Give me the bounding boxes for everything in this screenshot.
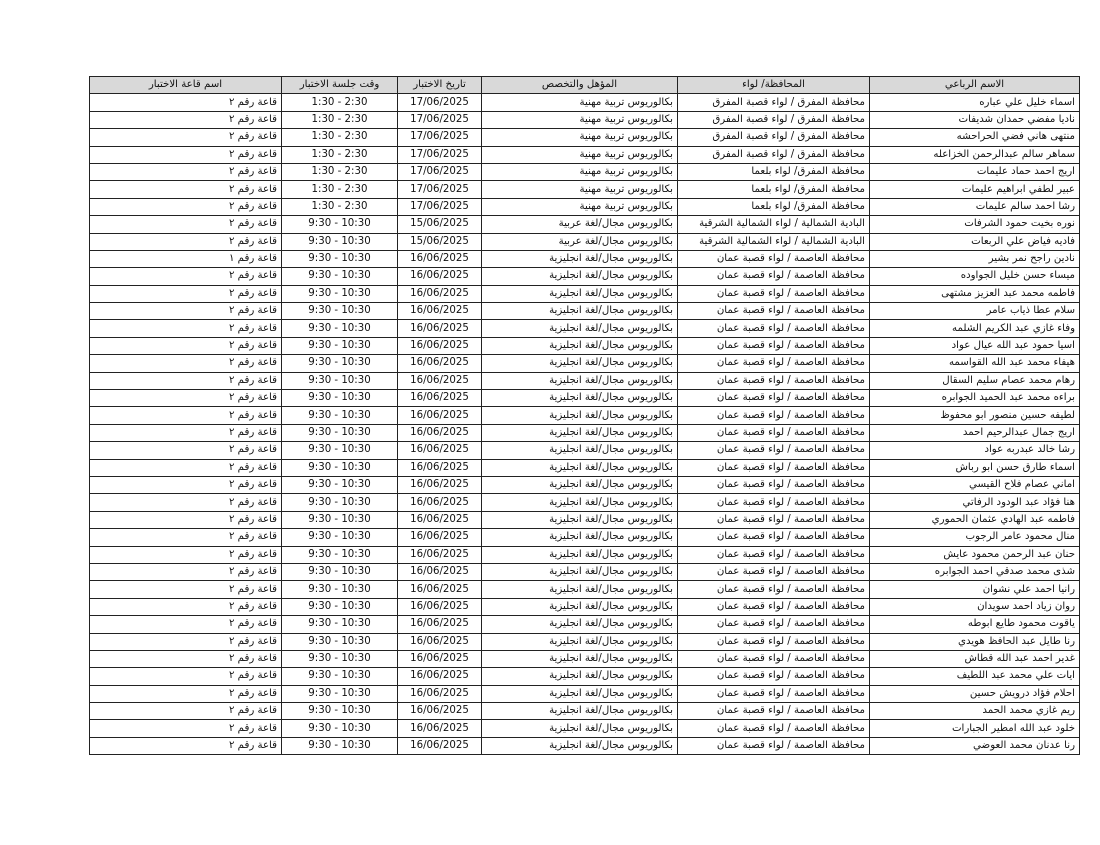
cell-name: ايات علي محمد عبد اللطيف (870, 668, 1080, 685)
cell-governorate: محافظة العاصمة / لواء قصبة عمان (678, 442, 870, 459)
table-row (90, 233, 1080, 250)
table-row (90, 720, 1080, 737)
cell-qualification: بكالوريوس مجال/لغة انجليزية (482, 598, 678, 615)
cell-qualification: بكالوريوس مجال/لغة انجليزية (482, 459, 678, 476)
cell-qualification: بكالوريوس مجال/لغة انجليزية (482, 581, 678, 598)
table-row (90, 407, 1080, 424)
cell-qualification: بكالوريوس مجال/لغة انجليزية (482, 337, 678, 354)
cell-time: 9:30 - 10:30 (282, 372, 398, 389)
table-row (90, 216, 1080, 233)
table-header (90, 77, 1080, 94)
table-body (90, 94, 1080, 755)
cell-time: 9:30 - 10:30 (282, 424, 398, 441)
cell-name: اريج جمال عبدالرحيم احمد (870, 424, 1080, 441)
table-row (90, 129, 1080, 146)
cell-governorate: محافظة العاصمة / لواء قصبة عمان (678, 476, 870, 493)
cell-qualification: بكالوريوس مجال/لغة انجليزية (482, 650, 678, 667)
cell-qualification: بكالوريوس مجال/لغة انجليزية (482, 511, 678, 528)
cell-governorate: محافظة المفرق/ لواء بلعما (678, 198, 870, 215)
cell-time: 1:30 - 2:30 (282, 198, 398, 215)
cell-time: 1:30 - 2:30 (282, 129, 398, 146)
table-row (90, 163, 1080, 180)
cell-hall: قاعة رقم ٢ (90, 146, 282, 163)
header-row (90, 77, 1080, 94)
cell-governorate: محافظة العاصمة / لواء قصبة عمان (678, 424, 870, 441)
cell-time: 9:30 - 10:30 (282, 511, 398, 528)
table-row (90, 285, 1080, 302)
cell-date: 16/06/2025 (398, 407, 482, 424)
cell-governorate: محافظة المفرق/ لواء بلعما (678, 163, 870, 180)
cell-governorate: محافظة العاصمة / لواء قصبة عمان (678, 563, 870, 580)
cell-qualification: بكالوريوس مجال/لغة عربية (482, 233, 678, 250)
cell-time: 9:30 - 10:30 (282, 233, 398, 250)
cell-time: 1:30 - 2:30 (282, 111, 398, 128)
cell-time: 9:30 - 10:30 (282, 720, 398, 737)
table-row (90, 111, 1080, 128)
cell-qualification: بكالوريوس مجال/لغة انجليزية (482, 372, 678, 389)
cell-date: 15/06/2025 (398, 233, 482, 250)
cell-date: 17/06/2025 (398, 94, 482, 111)
cell-governorate: محافظة العاصمة / لواء قصبة عمان (678, 703, 870, 720)
cell-date: 16/06/2025 (398, 303, 482, 320)
cell-qualification: بكالوريوس تربية مهنية (482, 146, 678, 163)
cell-name: سماهر سالم عبدالرحمن الخزاعله (870, 146, 1080, 163)
cell-governorate: محافظة العاصمة / لواء قصبة عمان (678, 546, 870, 563)
table-row (90, 320, 1080, 337)
table-row (90, 337, 1080, 354)
cell-qualification: بكالوريوس مجال/لغة انجليزية (482, 685, 678, 702)
cell-hall: قاعة رقم ٢ (90, 372, 282, 389)
cell-hall: قاعة رقم ٢ (90, 633, 282, 650)
cell-qualification: بكالوريوس مجال/لغة انجليزية (482, 320, 678, 337)
cell-time: 9:30 - 10:30 (282, 390, 398, 407)
cell-name: اريج احمد حماد عليمات (870, 163, 1080, 180)
cell-qualification: بكالوريوس مجال/لغة انجليزية (482, 529, 678, 546)
cell-hall: قاعة رقم ٢ (90, 198, 282, 215)
cell-time: 9:30 - 10:30 (282, 337, 398, 354)
cell-hall: قاعة رقم ٢ (90, 581, 282, 598)
table-row (90, 633, 1080, 650)
cell-name: رهام محمد عصام سليم السقال (870, 372, 1080, 389)
cell-qualification: بكالوريوس مجال/لغة انجليزية (482, 563, 678, 580)
cell-date: 16/06/2025 (398, 737, 482, 754)
cell-time: 9:30 - 10:30 (282, 563, 398, 580)
cell-qualification: بكالوريوس مجال/لغة انجليزية (482, 737, 678, 754)
cell-date: 16/06/2025 (398, 250, 482, 267)
cell-governorate: محافظة العاصمة / لواء قصبة عمان (678, 616, 870, 633)
cell-hall: قاعة رقم ٢ (90, 390, 282, 407)
cell-governorate: البادية الشمالية / لواء الشمالية الشرقية (678, 216, 870, 233)
cell-name: نوره بخيت حمود الشرفات (870, 216, 1080, 233)
cell-hall: قاعة رقم ٢ (90, 233, 282, 250)
header-governorate: المحافظة/ لواء (678, 77, 870, 94)
cell-hall: قاعة رقم ٢ (90, 494, 282, 511)
cell-hall: قاعة رقم ٢ (90, 563, 282, 580)
table-row (90, 459, 1080, 476)
cell-name: غدير احمد عبد الله قطاش (870, 650, 1080, 667)
cell-governorate: محافظة العاصمة / لواء قصبة عمان (678, 737, 870, 754)
cell-hall: قاعة رقم ٢ (90, 129, 282, 146)
cell-name: اسماء طارق حسن ابو رباش (870, 459, 1080, 476)
cell-governorate: محافظة المفرق / لواء قصبة المفرق (678, 94, 870, 111)
cell-hall: قاعة رقم ٢ (90, 685, 282, 702)
cell-qualification: بكالوريوس مجال/لغة انجليزية (482, 546, 678, 563)
table-row (90, 94, 1080, 111)
cell-qualification: بكالوريوس مجال/لغة انجليزية (482, 355, 678, 372)
cell-qualification: بكالوريوس مجال/لغة انجليزية (482, 303, 678, 320)
table-row (90, 372, 1080, 389)
cell-date: 17/06/2025 (398, 163, 482, 180)
cell-date: 17/06/2025 (398, 181, 482, 198)
cell-name: عبير لطفي ابراهيم عليمات (870, 181, 1080, 198)
cell-name: فاطمه محمد عبد العزيز مشتهى (870, 285, 1080, 302)
cell-name: فاطمه عبد الهادي عثمان الحموري (870, 511, 1080, 528)
cell-date: 16/06/2025 (398, 424, 482, 441)
table-row (90, 268, 1080, 285)
header-name: الاسم الرباعي (870, 77, 1080, 94)
header-qualification: المؤهل والتخصص (482, 77, 678, 94)
cell-qualification: بكالوريوس مجال/لغة انجليزية (482, 703, 678, 720)
cell-name: ميساء حسن خليل الجواوده (870, 268, 1080, 285)
cell-time: 9:30 - 10:30 (282, 303, 398, 320)
cell-hall: قاعة رقم ٢ (90, 94, 282, 111)
cell-name: هيفاء محمد عبد الله القواسمه (870, 355, 1080, 372)
cell-date: 16/06/2025 (398, 529, 482, 546)
cell-hall: قاعة رقم ٢ (90, 703, 282, 720)
cell-date: 17/06/2025 (398, 111, 482, 128)
cell-date: 16/06/2025 (398, 476, 482, 493)
cell-time: 1:30 - 2:30 (282, 163, 398, 180)
cell-time: 1:30 - 2:30 (282, 146, 398, 163)
cell-time: 1:30 - 2:30 (282, 94, 398, 111)
cell-name: وفاء غازي عبد الكريم الشلمه (870, 320, 1080, 337)
cell-governorate: البادية الشمالية / لواء الشمالية الشرقية (678, 233, 870, 250)
cell-time: 9:30 - 10:30 (282, 650, 398, 667)
cell-date: 16/06/2025 (398, 650, 482, 667)
cell-qualification: بكالوريوس تربية مهنية (482, 181, 678, 198)
table-row (90, 685, 1080, 702)
cell-name: شذى محمد صدقي احمد الجوابره (870, 563, 1080, 580)
cell-hall: قاعة رقم ٢ (90, 511, 282, 528)
header-hall: اسم قاعة الاختبار (90, 77, 282, 94)
cell-qualification: بكالوريوس تربية مهنية (482, 129, 678, 146)
cell-governorate: محافظة العاصمة / لواء قصبة عمان (678, 494, 870, 511)
cell-qualification: بكالوريوس مجال/لغة انجليزية (482, 250, 678, 267)
cell-hall: قاعة رقم ٢ (90, 163, 282, 180)
cell-date: 17/06/2025 (398, 129, 482, 146)
cell-name: منال محمود عامر الرجوب (870, 529, 1080, 546)
cell-governorate: محافظة العاصمة / لواء قصبة عمان (678, 668, 870, 685)
cell-time: 9:30 - 10:30 (282, 581, 398, 598)
cell-name: نادين راجح نمر بشير (870, 250, 1080, 267)
table-row (90, 442, 1080, 459)
cell-governorate: محافظة العاصمة / لواء قصبة عمان (678, 598, 870, 615)
cell-date: 16/06/2025 (398, 511, 482, 528)
cell-hall: قاعة رقم ٢ (90, 216, 282, 233)
cell-time: 9:30 - 10:30 (282, 476, 398, 493)
cell-name: رنا طايل عبد الحافظ هويدي (870, 633, 1080, 650)
cell-name: روان زياد احمد سويدان (870, 598, 1080, 615)
cell-time: 9:30 - 10:30 (282, 320, 398, 337)
cell-hall: قاعة رقم ٢ (90, 303, 282, 320)
cell-governorate: محافظة العاصمة / لواء قصبة عمان (678, 285, 870, 302)
cell-governorate: محافظة العاصمة / لواء قصبة عمان (678, 355, 870, 372)
cell-date: 16/06/2025 (398, 372, 482, 389)
cell-date: 16/06/2025 (398, 355, 482, 372)
table-row (90, 181, 1080, 198)
table-row (90, 598, 1080, 615)
table-row (90, 390, 1080, 407)
table-row (90, 650, 1080, 667)
header-date: تاريخ الاختبار (398, 77, 482, 94)
cell-hall: قاعة رقم ٢ (90, 285, 282, 302)
cell-date: 16/06/2025 (398, 285, 482, 302)
cell-qualification: بكالوريوس مجال/لغة انجليزية (482, 285, 678, 302)
cell-hall: قاعة رقم ١ (90, 250, 282, 267)
cell-name: سلام عطا ذياب عامر (870, 303, 1080, 320)
cell-time: 9:30 - 10:30 (282, 494, 398, 511)
cell-hall: قاعة رقم ٢ (90, 668, 282, 685)
cell-governorate: محافظة العاصمة / لواء قصبة عمان (678, 529, 870, 546)
table-row (90, 546, 1080, 563)
cell-qualification: بكالوريوس مجال/لغة انجليزية (482, 494, 678, 511)
cell-qualification: بكالوريوس تربية مهنية (482, 111, 678, 128)
cell-time: 9:30 - 10:30 (282, 355, 398, 372)
cell-name: ياقوت محمود طايع ابوطه (870, 616, 1080, 633)
cell-name: فاديه فياض علي الربعات (870, 233, 1080, 250)
table-row (90, 563, 1080, 580)
cell-hall: قاعة رقم ٢ (90, 459, 282, 476)
cell-time: 9:30 - 10:30 (282, 268, 398, 285)
cell-governorate: محافظة العاصمة / لواء قصبة عمان (678, 268, 870, 285)
table-row (90, 476, 1080, 493)
cell-hall: قاعة رقم ٢ (90, 407, 282, 424)
cell-time: 9:30 - 10:30 (282, 703, 398, 720)
cell-time: 9:30 - 10:30 (282, 250, 398, 267)
cell-date: 16/06/2025 (398, 703, 482, 720)
cell-time: 9:30 - 10:30 (282, 633, 398, 650)
cell-time: 9:30 - 10:30 (282, 442, 398, 459)
exam-schedule-table (89, 76, 1080, 755)
table-row (90, 668, 1080, 685)
table-row (90, 737, 1080, 754)
cell-time: 9:30 - 10:30 (282, 616, 398, 633)
cell-hall: قاعة رقم ٢ (90, 737, 282, 754)
cell-qualification: بكالوريوس مجال/لغة انجليزية (482, 268, 678, 285)
table-row (90, 494, 1080, 511)
cell-hall: قاعة رقم ٢ (90, 598, 282, 615)
cell-time: 9:30 - 10:30 (282, 546, 398, 563)
cell-governorate: محافظة العاصمة / لواء قصبة عمان (678, 250, 870, 267)
cell-date: 16/06/2025 (398, 337, 482, 354)
cell-governorate: محافظة العاصمة / لواء قصبة عمان (678, 459, 870, 476)
cell-date: 15/06/2025 (398, 216, 482, 233)
cell-name: احلام فؤاد درويش حسين (870, 685, 1080, 702)
cell-hall: قاعة رقم ٢ (90, 546, 282, 563)
cell-date: 16/06/2025 (398, 546, 482, 563)
cell-name: ريم غازي محمد الحمد (870, 703, 1080, 720)
cell-time: 9:30 - 10:30 (282, 685, 398, 702)
cell-hall: قاعة رقم ٢ (90, 181, 282, 198)
cell-name: اسماء خليل علي عباره (870, 94, 1080, 111)
cell-name: هنا فؤاد عبد الودود الرفاتي (870, 494, 1080, 511)
cell-name: اسيا حمود عبد الله عيال عواد (870, 337, 1080, 354)
cell-hall: قاعة رقم ٢ (90, 111, 282, 128)
cell-hall: قاعة رقم ٢ (90, 337, 282, 354)
cell-date: 16/06/2025 (398, 320, 482, 337)
cell-time: 9:30 - 10:30 (282, 285, 398, 302)
cell-name: رشا خالد عبدربه عواد (870, 442, 1080, 459)
cell-governorate: محافظة العاصمة / لواء قصبة عمان (678, 372, 870, 389)
cell-hall: قاعة رقم ٢ (90, 650, 282, 667)
cell-governorate: محافظة العاصمة / لواء قصبة عمان (678, 511, 870, 528)
cell-time: 9:30 - 10:30 (282, 216, 398, 233)
cell-qualification: بكالوريوس تربية مهنية (482, 94, 678, 111)
cell-hall: قاعة رقم ٢ (90, 424, 282, 441)
cell-name: براءه محمد عبد الحميد الجوابره (870, 390, 1080, 407)
table-row (90, 198, 1080, 215)
cell-governorate: محافظة العاصمة / لواء قصبة عمان (678, 685, 870, 702)
cell-governorate: محافظة العاصمة / لواء قصبة عمان (678, 337, 870, 354)
cell-qualification: بكالوريوس مجال/لغة انجليزية (482, 616, 678, 633)
table-row (90, 616, 1080, 633)
cell-name: خلود عبد الله امطير الجبارات (870, 720, 1080, 737)
cell-governorate: محافظة العاصمة / لواء قصبة عمان (678, 303, 870, 320)
cell-governorate: محافظة العاصمة / لواء قصبة عمان (678, 320, 870, 337)
cell-time: 1:30 - 2:30 (282, 181, 398, 198)
cell-hall: قاعة رقم ٢ (90, 616, 282, 633)
cell-date: 16/06/2025 (398, 633, 482, 650)
cell-name: منتهى هاني فضي الحراحشه (870, 129, 1080, 146)
cell-date: 16/06/2025 (398, 616, 482, 633)
cell-name: رانيا احمد علي نشوان (870, 581, 1080, 598)
cell-hall: قاعة رقم ٢ (90, 355, 282, 372)
cell-date: 16/06/2025 (398, 459, 482, 476)
cell-qualification: بكالوريوس مجال/لغة انجليزية (482, 424, 678, 441)
cell-time: 9:30 - 10:30 (282, 598, 398, 615)
cell-qualification: بكالوريوس مجال/لغة انجليزية (482, 668, 678, 685)
table-row (90, 355, 1080, 372)
cell-name: حنان عبد الرحمن محمود عايش (870, 546, 1080, 563)
cell-governorate: محافظة العاصمة / لواء قصبة عمان (678, 650, 870, 667)
cell-hall: قاعة رقم ٢ (90, 476, 282, 493)
cell-qualification: بكالوريوس مجال/لغة انجليزية (482, 476, 678, 493)
cell-date: 16/06/2025 (398, 685, 482, 702)
cell-date: 16/06/2025 (398, 581, 482, 598)
header-time: وقت جلسة الاختبار (282, 77, 398, 94)
cell-governorate: محافظة المفرق / لواء قصبة المفرق (678, 146, 870, 163)
cell-governorate: محافظة العاصمة / لواء قصبة عمان (678, 407, 870, 424)
table-row (90, 581, 1080, 598)
cell-governorate: محافظة العاصمة / لواء قصبة عمان (678, 581, 870, 598)
cell-hall: قاعة رقم ٢ (90, 442, 282, 459)
cell-name: لطيفه حسين منصور ابو محفوظ (870, 407, 1080, 424)
cell-hall: قاعة رقم ٢ (90, 720, 282, 737)
cell-qualification: بكالوريوس مجال/لغة انجليزية (482, 720, 678, 737)
cell-date: 16/06/2025 (398, 668, 482, 685)
cell-qualification: بكالوريوس مجال/لغة انجليزية (482, 442, 678, 459)
cell-qualification: بكالوريوس مجال/لغة انجليزية (482, 407, 678, 424)
table-row (90, 303, 1080, 320)
table-row (90, 250, 1080, 267)
cell-time: 9:30 - 10:30 (282, 407, 398, 424)
cell-qualification: بكالوريوس تربية مهنية (482, 163, 678, 180)
cell-hall: قاعة رقم ٢ (90, 320, 282, 337)
table-row (90, 146, 1080, 163)
cell-qualification: بكالوريوس مجال/لغة انجليزية (482, 633, 678, 650)
cell-name: رشا احمد سالم عليمات (870, 198, 1080, 215)
cell-date: 16/06/2025 (398, 442, 482, 459)
cell-qualification: بكالوريوس تربية مهنية (482, 198, 678, 215)
cell-governorate: محافظة العاصمة / لواء قصبة عمان (678, 720, 870, 737)
cell-qualification: بكالوريوس مجال/لغة انجليزية (482, 390, 678, 407)
cell-name: رنا عدنان محمد العوضي (870, 737, 1080, 754)
cell-date: 17/06/2025 (398, 146, 482, 163)
cell-name: اماني عصام فلاح القيسي (870, 476, 1080, 493)
table-row (90, 424, 1080, 441)
cell-governorate: محافظة العاصمة / لواء قصبة عمان (678, 633, 870, 650)
cell-date: 16/06/2025 (398, 563, 482, 580)
cell-date: 16/06/2025 (398, 494, 482, 511)
table-row (90, 703, 1080, 720)
cell-time: 9:30 - 10:30 (282, 668, 398, 685)
table-row (90, 511, 1080, 528)
cell-governorate: محافظة المفرق / لواء قصبة المفرق (678, 111, 870, 128)
cell-date: 16/06/2025 (398, 720, 482, 737)
cell-governorate: محافظة العاصمة / لواء قصبة عمان (678, 390, 870, 407)
cell-governorate: محافظة المفرق/ لواء بلعما (678, 181, 870, 198)
cell-governorate: محافظة المفرق / لواء قصبة المفرق (678, 129, 870, 146)
cell-date: 17/06/2025 (398, 198, 482, 215)
cell-time: 9:30 - 10:30 (282, 529, 398, 546)
cell-date: 16/06/2025 (398, 390, 482, 407)
cell-qualification: بكالوريوس مجال/لغة عربية (482, 216, 678, 233)
cell-hall: قاعة رقم ٢ (90, 529, 282, 546)
cell-date: 16/06/2025 (398, 268, 482, 285)
cell-date: 16/06/2025 (398, 598, 482, 615)
table-row (90, 529, 1080, 546)
cell-hall: قاعة رقم ٢ (90, 268, 282, 285)
cell-time: 9:30 - 10:30 (282, 737, 398, 754)
cell-time: 9:30 - 10:30 (282, 459, 398, 476)
cell-name: ناديا مفضي حمدان شديفات (870, 111, 1080, 128)
